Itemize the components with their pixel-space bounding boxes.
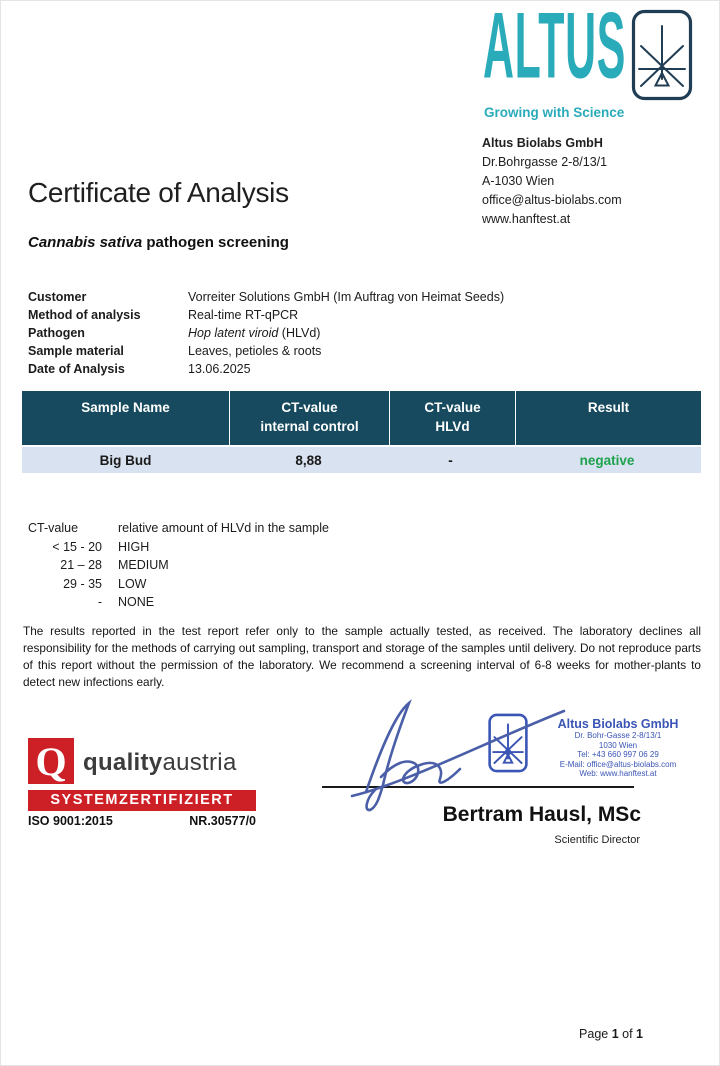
company-website: www.hanftest.at [482,212,571,226]
stamp-company: Altus Biolabs GmbH [557,717,679,731]
detail-row-pathogen [28,324,504,342]
col-header-ct-hlvd: CT-value HLVd [389,391,515,445]
hemp-star-icon [631,9,693,106]
legend-row [28,519,329,538]
logo-tagline: Growing with Science [484,105,625,120]
subtitle-rest: pathogen screening [142,234,289,251]
company-name: Altus Biolabs GmbH [482,136,603,150]
detail-row-date [28,360,504,378]
company-address-block [482,134,622,229]
species-name: Cannabis sativa [28,234,143,251]
legend-row [28,556,329,575]
cell-sample-name: Big Bud [99,452,152,468]
pathogen-abbr: (HLVd) [278,326,321,340]
pathogen-name: Hop latent viroid [188,326,279,340]
legend-range: 21 – 28 [60,558,102,572]
stamp-city: 1030 Wien [598,740,638,750]
quality-austria-q-icon: Q [28,738,74,784]
detail-row-method [28,306,504,324]
results-table-header [22,391,701,447]
col-header-sample-name: Sample Name [81,400,170,415]
page-title: Certificate of Analysis [28,177,289,208]
legend-meaning: MEDIUM [118,558,169,572]
stamp-email: E-Mail: office@altus-biolabs.com [559,759,677,769]
detail-row-material [28,342,504,360]
page-current: 1 [611,1027,619,1041]
detail-value [188,324,320,342]
detail-label: Method of analysis [28,308,141,322]
handwritten-signature [336,697,596,820]
table-row [22,447,701,473]
detail-value: Leaves, petioles & roots [188,344,322,358]
col-header-result: Result [515,391,701,445]
company-street: Dr.Bohrgasse 2-8/13/1 [482,155,608,169]
quality-austria-brand [83,749,237,777]
detail-label: Customer [28,290,87,304]
col-header-ct-internal: CT-value internal control [229,391,389,445]
iso-certification-line [28,814,256,828]
page-subtitle [28,234,289,251]
stamp-tel: Tel: +43 660 997 06 29 [577,750,659,759]
page-of: of [618,1027,637,1041]
cell-result: negative [579,452,635,468]
detail-label: Date of Analysis [28,362,125,376]
stamp-street: Dr. Bohr-Gasse 2-8/13/1 [574,731,662,740]
altus-logo-wordmark: ALTUS [483,0,627,98]
detail-row-customer [28,288,504,306]
legend-meaning: NONE [118,595,155,609]
system-certified-banner: SYSTEMZERTIFIZIERT [28,790,256,811]
company-email: office@altus-biolabs.com [482,193,622,207]
legend-meaning: relative amount of HLVd in the sample [118,521,329,535]
company-city: A-1030 Wien [482,174,555,188]
stamp-web: Web: www.hanftest.at [579,769,657,778]
legend-row [28,575,329,594]
brand-bold: quality [83,749,163,776]
detail-value: 13.06.2025 [188,362,251,376]
page-total: 1 [636,1027,643,1041]
cell-ct-internal: 8,88 [295,452,322,468]
legend-row [28,593,329,612]
detail-value: Vorreiter Solutions GmbH (Im Auftrag von Heimat Seeds) [188,290,505,304]
iso-standard: ISO 9001:2015 [28,814,113,828]
brand-light: austria [162,749,237,776]
legend-row [28,538,329,557]
legend-meaning: LOW [118,576,147,591]
legend-range: < 15 - 20 [52,539,102,554]
analysis-details [28,288,504,378]
detail-label: Pathogen [28,326,85,340]
legend-range: 29 - 35 [63,576,102,591]
certificate-number: NR.30577/0 [189,814,256,828]
legend-range: CT-value [28,521,79,535]
detail-label: Sample material [28,344,124,358]
legend-range: - [97,595,102,609]
legend-meaning: HIGH [118,539,150,554]
page-number [579,1027,643,1041]
results-table [22,391,701,473]
ct-value-legend [28,519,329,612]
page-label: Page [579,1027,612,1041]
signatory-role: Scientific Director [554,834,640,846]
disclaimer-text: The results reported in the test report refer only to the sample actually tested, as received. The laboratory declines all responsibility for the methods of carrying out sampling, transport and storage of the samples until delivery. Do not reproduce parts of this report without the permission of the laboratory. We recommend a screening interval of 6-8 weeks for mother-plants to detect new infections early. [23,624,701,689]
signatory-name: Bertram Hausl, MSc [442,803,641,826]
detail-value: Real-time RT-qPCR [188,308,299,322]
cell-ct-hlvd: - [448,452,453,468]
